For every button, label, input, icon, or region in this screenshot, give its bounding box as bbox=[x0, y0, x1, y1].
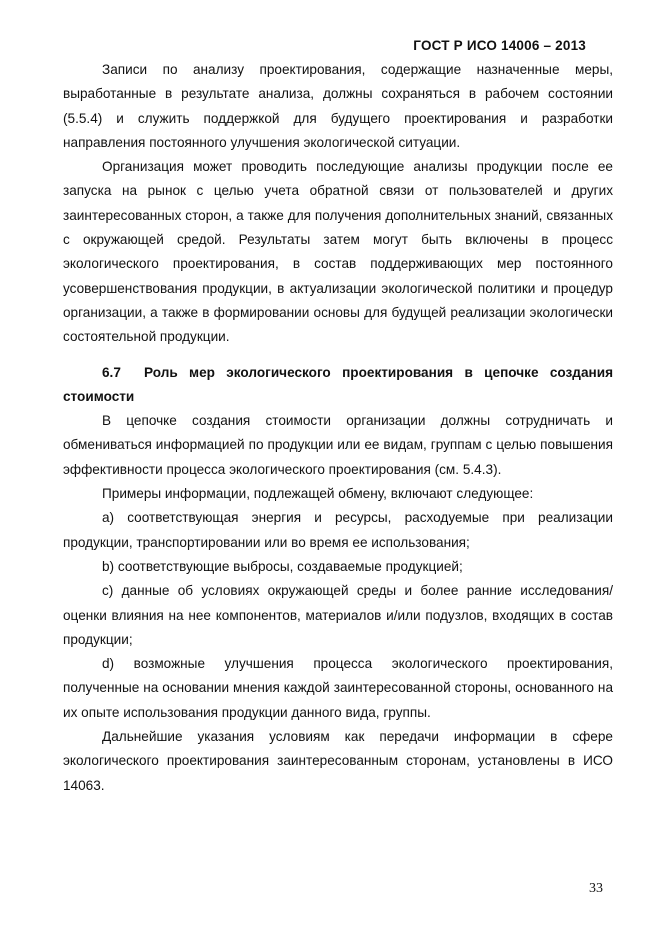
list-item-d: d) возможные улучшения процесса экологического проектирования, полученные на основании мнения каждой заинтересованной стороны, основанного на их опыте использования продукции данного вида, группы. bbox=[63, 656, 613, 720]
paragraph-post-launch-review: Организация может проводить последующие анализы продукции после ее запуска на рынок с целью учета обратной связи от пользователей и других заинтересованных сторон, а также для получения дополнительных знаний, связанных с окружающей средой. Результаты затем могут быть включены в процесс экологического проектирования, в состав поддерживающих мер постоянного усовершенствования продукции, в актуализации экологической политики и процедур организации, а также в формировании основы для будущей реализации экологически состоятельной продукции. bbox=[63, 159, 613, 345]
list-item-a: a) соответствующая энергия и ресурсы, расходуемые при реализации продукции, транспортировании или во время ее использования; bbox=[63, 510, 613, 550]
section-title: Роль мер экологического проектирования в цепочке создания стоимости bbox=[63, 364, 613, 404]
section-heading bbox=[63, 361, 613, 410]
list-item-c: c) данные об условиях окружающей среды и более ранние исследования/оценки влияния на нее компонентов, материалов и/или подузлов, входящих в состав продукции; bbox=[63, 583, 613, 647]
list-item-b: b) соответствующие выбросы, создаваемые продукцией; bbox=[102, 558, 463, 574]
paragraph-examples-intro: Примеры информации, подлежащей обмену, включают следующее: bbox=[102, 486, 534, 502]
paragraph-value-chain: В цепочке создания стоимости организации должны сотрудничать и обмениваться информацией по продукции или ее видам, группам с целью повышения эффективности процесса экологического проектирования (см. 5.4.3). bbox=[63, 413, 613, 477]
section-number: 6.7 bbox=[102, 364, 121, 380]
page-number: 33 bbox=[589, 881, 603, 896]
paragraph-design-review-records: Записи по анализу проектирования, содержащие назначенные меры, выработанные в результате анализа, должны сохраняться в рабочем состоянии (5.5.4) и служить поддержкой для будущего проектирования и разработки направления постоянного улучшения экологической ситуации. bbox=[63, 62, 613, 150]
document-code-header: ГОСТ Р ИСО 14006 – 2013 bbox=[413, 38, 586, 53]
paragraph-further-guidance: Дальнейшие указания условиям как передачи информации в сфере экологического проектирования заинтересованным сторонам, установлены в ИСО 14063. bbox=[63, 729, 613, 793]
page-body bbox=[63, 58, 613, 798]
